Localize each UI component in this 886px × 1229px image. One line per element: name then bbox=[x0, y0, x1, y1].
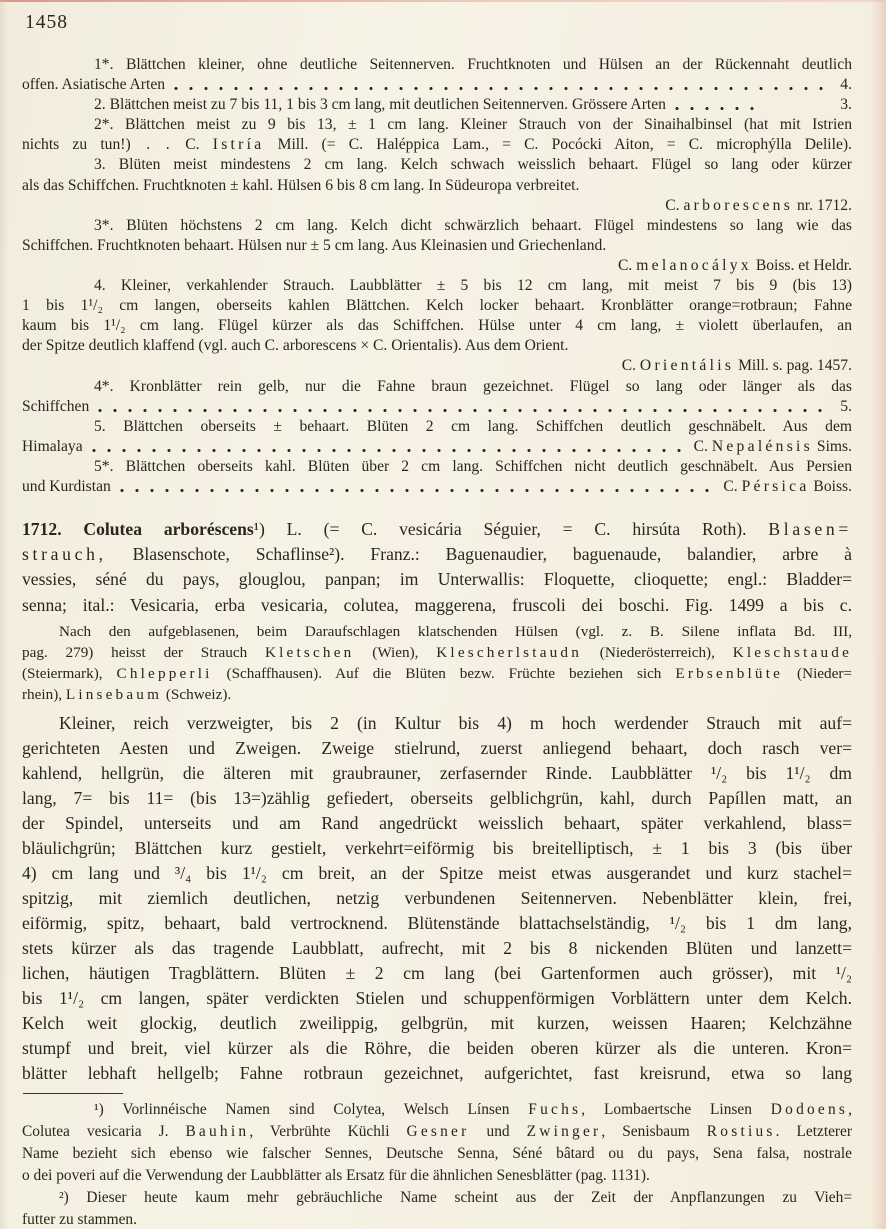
body-text: Boiss. bbox=[809, 477, 852, 495]
body-text: , bbox=[848, 1100, 853, 1118]
text-line bbox=[22, 457, 852, 477]
species-name-text: Klescherlstaudn bbox=[436, 643, 582, 661]
body-text: kaum bis 1¹/₂ cm lang. Flügel kürzer als das Schiffchen. Hülse unter 4 cm lang, ± violett überlaufen, an bbox=[22, 317, 852, 335]
body-text: Mill. s. pag. 1457. bbox=[734, 357, 852, 375]
text-line bbox=[22, 593, 852, 618]
text-line bbox=[22, 55, 852, 75]
body-text: (Nieder= bbox=[783, 664, 852, 682]
text-line bbox=[22, 1036, 852, 1061]
dot-leader bbox=[92, 448, 687, 453]
species-name-text: Blasen= bbox=[768, 519, 852, 540]
body-text: (Schaffhausen). Auf die Blüten bezw. Früchte beziehen sich bbox=[212, 664, 676, 682]
body-text: 5. Blättchen oberseits ± behaart. Blüten 2 cm lang. Schiffchen deutlich geschnäbelt. Aus dem bbox=[94, 417, 852, 435]
section-footnotes bbox=[22, 1093, 852, 1229]
species-name-text: Gesner bbox=[406, 1122, 470, 1140]
scan-right-edge-artifact bbox=[870, 0, 886, 1229]
footnote-separator-rule bbox=[23, 1093, 123, 1094]
body-text: nichts zu tun!) . . C. bbox=[22, 136, 213, 154]
body-text: senna; ital.: Vesicaria, erba vesicaria, colutea, maggerena, fruscoli dei boschi. Fig. 1499 a bis c. bbox=[22, 594, 852, 615]
text-line bbox=[22, 1011, 852, 1036]
text-line bbox=[22, 621, 852, 642]
body-text: ¹) Vorlinnéische Namen sind Colytea, Welsch Línsen bbox=[94, 1100, 529, 1118]
body-text: Colutea vesicaria J. bbox=[22, 1122, 186, 1140]
text-line bbox=[22, 542, 852, 567]
body-text: nr. 1712. bbox=[793, 196, 852, 214]
body-text: futter zu stammen. bbox=[22, 1210, 137, 1228]
text-line bbox=[22, 936, 852, 961]
body-text: (Wien), bbox=[354, 643, 437, 661]
species-name-text: Erbsenblüte bbox=[675, 664, 784, 682]
text-line bbox=[22, 1061, 852, 1086]
leader-line bbox=[22, 95, 852, 115]
section-vernacular-names bbox=[22, 621, 852, 705]
text-line bbox=[22, 642, 852, 663]
body-text: Himalaya bbox=[22, 437, 83, 455]
scan-left-edge-shading bbox=[0, 0, 8, 1229]
text-line bbox=[22, 216, 852, 236]
text-line bbox=[22, 711, 852, 736]
species-name-text: Nepalénsis bbox=[711, 437, 813, 455]
text-line bbox=[22, 1165, 852, 1187]
body-text: kahlend, hellgrün, die älteren mit graubrauner, zerfasernder Rinde. Laubblätter ¹/₂ bis 1¹/₂ dm bbox=[22, 762, 852, 783]
body-text: bis 1¹/₂ cm langen, später verdickten Stielen und schuppenförmigen Vorblättern unter dem Kelch. bbox=[22, 987, 852, 1008]
body-text: und Kurdistan bbox=[22, 477, 111, 495]
scan-top-edge-artifact bbox=[0, 0, 886, 2]
body-text: der Spitze deutlich klaffend (vgl. auch C. arborescens × C. Orientalis). Aus dem Orient. bbox=[22, 337, 569, 355]
body-text: der Spindel, unterseits und am Rand angedrückt weisslich behaart, später verkahlend, blass= bbox=[22, 812, 852, 833]
body-text: lichen, häutigen Tragblättern. Blüten ± 2 cm lang (bei Gartenformen auch grösser), mit ¹/₂ bbox=[22, 962, 852, 983]
species-name-text: Dodoens bbox=[770, 1100, 849, 1118]
text-line bbox=[22, 115, 852, 135]
species-name-text: strauch, bbox=[22, 544, 107, 565]
body-text: Schiffchen. Fruchtknoten behaart. Hülsen nur ± 5 cm lang. Aus Kleinasien und Griechenland. bbox=[22, 236, 607, 254]
text-line bbox=[22, 986, 852, 1011]
text-line bbox=[22, 761, 852, 786]
body-text: ¹) L. (= C. vesicária Séguier, = C. hirsúta Roth). bbox=[253, 519, 769, 540]
body-text: eiförmig, spitz, behaart, bald vertrocknend. Blütenstände blattachselständig, ¹/₂ bis 1 dm lang, bbox=[22, 912, 852, 933]
body-text: Sims. bbox=[813, 437, 852, 455]
leader-line bbox=[22, 75, 852, 95]
leader-line bbox=[22, 397, 852, 417]
body-text: C. bbox=[665, 196, 684, 214]
species-name-text: Rostius bbox=[706, 1122, 776, 1140]
body-text: Kleiner, reich verzweigter, bis 2 (in Kultur bis 4) m hoch werdender Strauch mit auf= bbox=[59, 712, 852, 733]
text-line bbox=[22, 1187, 852, 1209]
body-text: 2*. Blättchen meist zu 9 bis 13, ± 1 cm lang. Kleiner Strauch von der Sinaihalbinsel (hat mit Istrien bbox=[94, 116, 852, 134]
body-text: gerichteten Aesten und Zweigen. Zweige stielrund, zuerst anliegend behaart, doch rasch ver= bbox=[22, 737, 852, 758]
body-text: C. bbox=[621, 357, 640, 375]
body-text: blätter lebhaft hellgelb; Fahne rotbraun gezeichnet, aufgerichtet, fast kreisrund, etwa so lang bbox=[22, 1062, 852, 1083]
text-line bbox=[22, 316, 852, 336]
species-name-text: arborescens bbox=[683, 196, 794, 214]
species-name-text: Orientális bbox=[639, 357, 735, 375]
text-line bbox=[22, 567, 852, 592]
body-text: 3*. Blüten höchstens 2 cm lang. Kelch dicht schwärzlich behaart. Flügel mindestens so lang wie das bbox=[94, 216, 852, 234]
text-line bbox=[22, 296, 852, 316]
body-text: Blasenschote, Schaflinse²). Franz.: Baguenaudier, baguenaude, balandier, arbre à bbox=[106, 544, 852, 565]
body-text: 5. bbox=[840, 397, 852, 415]
species-name-text: Kleschstaude bbox=[732, 643, 853, 661]
body-text: lang, 7= bis 11= (bis 13=)zählig gefiedert, oberseits gelblichgrün, kahl, durch Papíllen matt, an bbox=[22, 787, 852, 808]
species-result-line bbox=[22, 196, 852, 216]
body-text: 4. Kleiner, verkahlender Strauch. Laubblätter ± 5 bis 12 cm lang, mit meist 7 bis 9 (bis 13) bbox=[94, 277, 852, 295]
body-text: Nach den aufgeblasenen, beim Daraufschlagen klatschenden Hülsen (vgl. z. B. Silene inflata Bd. III, bbox=[59, 622, 852, 640]
leader-line bbox=[22, 477, 852, 497]
leader-line bbox=[22, 437, 852, 457]
text-line bbox=[22, 684, 852, 705]
text-line bbox=[22, 417, 852, 437]
text-line bbox=[22, 836, 852, 861]
body-text: 5*. Blättchen oberseits kahl. Blüten über 2 cm lang. Schiffchen nicht deutlich geschnäbelt. Aus Persien bbox=[94, 457, 852, 475]
body-text: C. bbox=[618, 256, 637, 274]
body-text: (Schweiz). bbox=[162, 685, 232, 703]
body-text: Kelch weit glockig, deutlich zweilippig, gelbgrün, mit kurzen, weissen Haaren; Kelchzähne bbox=[22, 1012, 852, 1033]
body-text: pag. 279) heisst der Strauch bbox=[22, 643, 265, 661]
body-text: spitzig, mit ziemlich deutlichen, netzig verbundenen Seitennerven. Nebenblätter klein, frei, bbox=[22, 887, 852, 908]
text-line bbox=[22, 236, 852, 256]
dot-leader bbox=[98, 408, 833, 413]
text-line bbox=[22, 961, 852, 986]
body-text: , Senisbaum bbox=[601, 1122, 707, 1140]
species-result-line bbox=[22, 356, 852, 376]
body-text: ²) Dieser heute kaum mehr gebräuchliche Name scheint aus der Zeit der Anpflanzungen zu Vieh= bbox=[59, 1188, 852, 1206]
body-text: . Letzterer bbox=[775, 1122, 853, 1140]
text-line bbox=[22, 517, 852, 542]
body-text: 2. Blättchen meist zu 7 bis 11, 1 bis 3 cm lang, mit deutlichen Seitennerven. Grössere Arten bbox=[94, 96, 666, 114]
species-result-line bbox=[22, 256, 852, 276]
text-line bbox=[22, 1121, 852, 1143]
page-number: 1458 bbox=[25, 12, 68, 33]
species-name-text: Chlepperli bbox=[116, 664, 213, 682]
text-line bbox=[22, 377, 852, 397]
species-name-text: Zwinger bbox=[526, 1122, 602, 1140]
text-line bbox=[22, 276, 852, 296]
body-text: 3. bbox=[840, 96, 852, 114]
body-text: (Niederösterreich), bbox=[582, 643, 733, 661]
body-text: und bbox=[469, 1122, 527, 1140]
text-line bbox=[22, 336, 852, 356]
body-text: C. bbox=[723, 477, 742, 495]
body-text: bläulichgrün; Blättchen kurz gestielt, verkehrt=eiförmig bis breitelliptisch, ± 1 bis 3 (bis über bbox=[22, 837, 852, 858]
body-text: , Verbrühte Küchli bbox=[249, 1122, 407, 1140]
body-text: 3. Blüten meist mindestens 2 cm lang. Kelch schwach weisslich behaart. Flügel so lang oder kürzer bbox=[94, 156, 852, 174]
body-text: o dei poveri auf die Verwendung der Laubblätter als Ersatz für die ähnlichen Senesblätter (pag. 1131). bbox=[22, 1166, 650, 1184]
body-text: 1 bis 1¹/₂ cm langen, oberseits kahlen Blättchen. Kelch locker behaart. Kronblätter orange=rotbraun; Fahne bbox=[22, 297, 852, 315]
text-line bbox=[22, 1143, 852, 1165]
body-text: (Steiermark), bbox=[22, 664, 117, 682]
body-text: , Lombaertsche Linsen bbox=[581, 1100, 771, 1118]
species-name-text: Pérsica bbox=[741, 477, 810, 495]
species-name-text: Fuchs bbox=[528, 1100, 582, 1118]
body-text: 1*. Blättchen kleiner, ohne deutliche Seitennerven. Fruchtknoten und Hülsen an der Rückennaht deutlich bbox=[94, 56, 852, 73]
body-text: als das Schiffchen. Fruchtknoten ± kahl. Hülsen 6 bis 8 cm lang. In Südeuropa verbreitet. bbox=[22, 176, 580, 194]
dot-leader bbox=[675, 106, 761, 111]
body-text: Boiss. et Heldr. bbox=[751, 256, 852, 274]
body-text: 4) cm lang und ³/₄ bis 1¹/₂ cm breit, an der Spitze meist etwas ausgerandet und kurz stachel= bbox=[22, 862, 852, 883]
dot-leader bbox=[174, 86, 833, 91]
text-line bbox=[22, 1099, 852, 1121]
text-line bbox=[22, 155, 852, 175]
body-text: Mill. (= C. Haléppica Lam., = C. Pocócki Aiton, = C. microphýlla Delile). bbox=[264, 136, 852, 154]
body-text: C. bbox=[693, 437, 712, 455]
body-text: rhein), bbox=[22, 685, 66, 703]
text-line bbox=[22, 786, 852, 811]
section-key bbox=[22, 55, 852, 497]
section-description bbox=[22, 711, 852, 1086]
text-line bbox=[22, 663, 852, 684]
text-line bbox=[22, 1209, 852, 1229]
body-text: Name bezieht sich ebenso wie falscher Sennes, Deutsche Senna, Séné bâtard ou du pays, Sena falsa, nostrale bbox=[22, 1144, 852, 1162]
body-text: vessies, séné du pays, glouglou, panpan; im Unterwallis: Floquette, clioquette; engl.: Bladder= bbox=[22, 569, 852, 590]
species-name-text: Linsebaum bbox=[65, 685, 163, 703]
text-block bbox=[22, 10, 852, 1229]
text-line bbox=[22, 911, 852, 936]
body-text: 4*. Kronblätter rein gelb, nur die Fahne braun gezeichnet. Flügel so lang oder länger als das bbox=[94, 377, 852, 395]
text-line bbox=[22, 135, 852, 155]
species-name-text: melanocályx bbox=[636, 256, 752, 274]
text-line bbox=[22, 811, 852, 836]
dot-leader bbox=[120, 488, 717, 493]
bold-text: 1712. Colutea arboréscens bbox=[22, 519, 254, 540]
text-line bbox=[22, 886, 852, 911]
text-line bbox=[22, 176, 852, 196]
body-text: stumpf und breit, viel kürzer als die Röhre, die beiden oberen kürzer als die unteren. Kron= bbox=[22, 1037, 852, 1058]
species-name-text: Istría bbox=[212, 136, 265, 154]
body-text: 4. bbox=[840, 76, 852, 94]
section-species-heading bbox=[22, 517, 852, 618]
body-text: Schiffchen bbox=[22, 397, 90, 415]
body-text: offen. Asiatische Arten bbox=[22, 76, 166, 94]
text-line bbox=[22, 736, 852, 761]
species-name-text: Bauhin bbox=[185, 1122, 250, 1140]
text-line bbox=[22, 861, 852, 886]
species-name-text: Kletschen bbox=[264, 643, 355, 661]
body-text: stets kürzer als das tragende Laubblatt, aufrecht, mit 2 bis 8 nickenden Blüten und lanzett= bbox=[22, 937, 852, 958]
